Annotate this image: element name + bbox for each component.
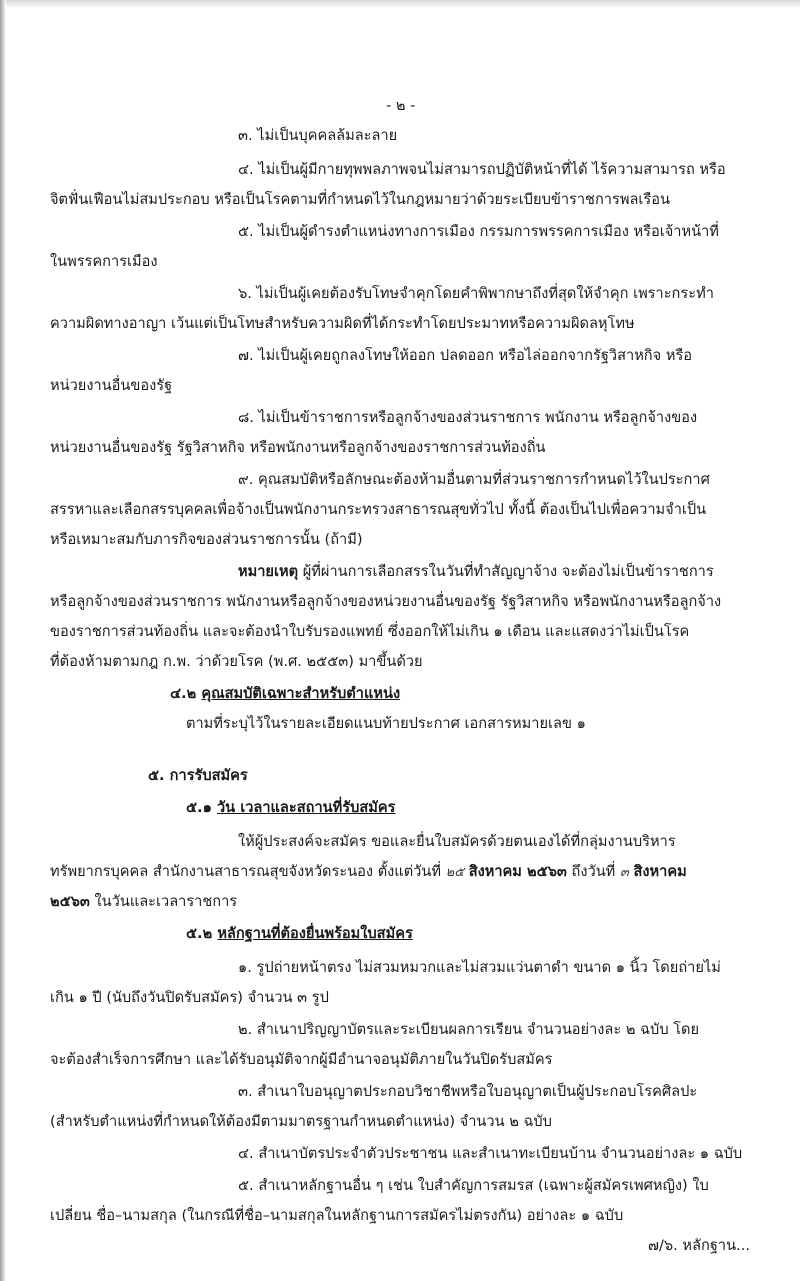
item-5: ๕. ไม่เป็นผู้ดำรงตำแหน่งทางการเมือง กรรมการพรรคการเมือง หรือเจ้าหน้าที่ (238, 223, 719, 240)
section-5-heading: ๕. การรับสมัคร (148, 767, 248, 784)
end-year: ๒๕๖๓ (50, 893, 90, 910)
scan-left-edge (0, 0, 6, 1281)
note-label: หมายเหตุ (238, 563, 299, 580)
doc-item-4: ๔. สำเนาบัตรประจำตัวประชาชน และสำเนาทะเบียนบ้าน จำนวนอย่างละ ๑ ฉบับ (238, 1145, 743, 1162)
section-5-1-dates (50, 862, 687, 883)
handwritten-start-day: ๒๕ (445, 865, 465, 880)
doc-item-3: ๓. สำเนาใบอนุญาตประกอบวิชาชีพหรือใบอนุญาตเป็นผู้ประกอบโรคศิลปะ (238, 1083, 698, 1100)
item-4-cont: จิตฟั่นเฟือนไม่สมประกอบ หรือเป็นโรคตามที่กำหนดไว้ในกฎหมายว่าด้วยระเบียบข้าราชการพลเรือน (50, 191, 670, 208)
handwritten-end-day: ๓ (619, 865, 629, 880)
doc-item-1-cont: เกิน ๑ ปี (นับถึงวันปิดรับสมัคร) จำนวน ๓ รูป (50, 989, 329, 1006)
section-5-1-dates-cont (50, 892, 237, 912)
page-number: - ๒ - (386, 97, 416, 114)
doc-item-5-cont: เปลี่ยน ชื่อ–นามสกุล (ในกรณีที่ชื่อ–นามสกุลในหลักฐานการสมัครไม่ตรงกัน) อย่างละ ๑ ฉบับ (50, 1207, 624, 1224)
item-7: ๗. ไม่เป็นผู้เคยถูกลงโทษให้ออก ปลดออก หรือไล่ออกจากรัฐวิสาหกิจ หรือ (238, 347, 693, 364)
section-4-2-number: ๔.๒ (170, 685, 197, 702)
doc-item-1: ๑. รูปถ่ายหน้าตรง ไม่สวมหมวกและไม่สวมแว่นตาดำ ขนาด ๑ นิ้ว โดยถ่ายไม่ (238, 959, 721, 976)
item-6: ๖. ไม่เป็นผู้เคยต้องรับโทษจำคุกโดยคำพิพากษาถึงที่สุดให้จำคุก เพราะกระทำ (238, 285, 714, 302)
section-5-2-number: ๕.๒ (186, 925, 213, 942)
note-cont-2: ของราชการส่วนท้องถิ่น และจะต้องนำใบรับรองแพทย์ ซึ่งออกให้ไม่เกิน ๑ เดือน และแสดงว่าไม่เป็นโรค (50, 623, 690, 640)
section-5-1-title: วัน เวลาและสถานที่รับสมัคร (216, 799, 396, 816)
item-7-cont: หน่วยงานอื่นของรัฐ (50, 377, 173, 394)
section-5-1-number: ๕.๑ (186, 799, 212, 816)
doc-item-5: ๕. สำเนาหลักฐานอื่น ๆ เช่น ใบสำคัญการสมรส (เฉพาะผู้สมัครเพศหญิง) ใบ (238, 1177, 709, 1194)
doc-item-3-cont: (สำหรับตำแหน่งที่กำหนดให้ต้องมีตามมาตรฐานกำหนดตำแหน่ง) จำนวน ๒ ฉบับ (50, 1113, 552, 1130)
item-6-cont: ความผิดทางอาญา เว้นแต่เป็นโทษสำหรับความผิดที่ได้กระทำโดยประมาทหรือความผิดลหุโทษ (50, 315, 635, 332)
note-cont-3: ที่ต้องห้ามตามกฎ ก.พ. ว่าด้วยโรค (พ.ศ. ๒๕๕๓) มาขึ้นด้วย (50, 653, 423, 670)
section-4-2-heading (170, 684, 400, 704)
dates-to: ถึงวันที่ (571, 863, 616, 880)
doc-item-2-cont: จะต้องสำเร็จการศึกษา และได้รับอนุมัติจากผู้มีอำนาจอนุมัติภายในวันปิดรับสมัคร (50, 1051, 553, 1068)
section-4-2-text: ตามที่ระบุไว้ในรายละเอียดแนบท้ายประกาศ เอกสารหมายเลข ๑ (186, 715, 586, 732)
office-hours: ในวันและเวลาราชการ (94, 893, 238, 910)
item-9: ๙. คุณสมบัติหรือลักษณะต้องห้ามอื่นตามที่ส่วนราชการกำหนดไว้ในประกาศ (238, 471, 710, 488)
item-3: ๓. ไม่เป็นบุคคลล้มละลาย (238, 127, 398, 144)
item-8: ๘. ไม่เป็นข้าราชการหรือลูกจ้างของส่วนราชการ พนักงาน หรือลูกจ้างของ (238, 409, 698, 426)
doc-item-2: ๒. สำเนาปริญญาบัตรและระเบียนผลการเรียน จำนวนอย่างละ ๒ ฉบับ โดย (238, 1021, 700, 1038)
start-month-year: สิงหาคม ๒๕๖๓ (468, 863, 567, 880)
section-5-1-text: ให้ผู้ประสงค์จะสมัคร ขอและยื่นใบสมัครด้วยตนเองได้ที่กลุ่มงานบริหาร (238, 833, 676, 850)
section-5-2-title: หลักฐานที่ต้องยื่นพร้อมใบสมัคร (217, 925, 413, 942)
section-5-1-heading (186, 798, 395, 818)
item-9-cont: สรรหาและเลือกสรรบุคคลเพื่อจ้างเป็นพนักงานกระทรวงสาธารณสุขทั่วไป ทั้งนี้ ต้องเป็นไปเพื่อความจำเป็น (50, 501, 707, 518)
item-4: ๔. ไม่เป็นผู้มีกายทุพพลภาพจนไม่สามารถปฏิบัติหน้าที่ได้ ไร้ความสามารถ หรือ (238, 161, 726, 178)
section-5-2-heading (186, 924, 413, 944)
dates-prefix: ทรัพยากรบุคคล สำนักงานสาธารณสุขจังหวัดระนอง ตั้งแต่วันที่ (50, 863, 441, 880)
continuation-footer: ๗/๖. หลักฐาน... (648, 1237, 750, 1254)
note-line (238, 562, 714, 582)
scan-top-shadow (0, 0, 800, 8)
item-9-cont2: หรือเหมาะสมกับภารกิจของส่วนราชการนั้น (ถ้ามี) (50, 531, 363, 548)
item-5-cont: ในพรรคการเมือง (50, 253, 158, 270)
item-8-cont: หน่วยงานอื่นของรัฐ รัฐวิสาหกิจ หรือพนักงานหรือลูกจ้างของราชการส่วนท้องถิ่น (50, 439, 546, 456)
section-4-2-title: คุณสมบัติเฉพาะสำหรับตำแหน่ง (201, 685, 401, 702)
end-month: สิงหาคม (633, 863, 687, 880)
note-cont-1: หรือลูกจ้างของส่วนราชการ พนักงานหรือลูกจ้างของหน่วยงานอื่นของรัฐ รัฐวิสาหกิจ หรือพนักงานหรือลูกจ้าง (50, 593, 722, 610)
note-text: ผู้ที่ผ่านการเลือกสรรในวันที่ทำสัญญาจ้าง จะต้องไม่เป็นข้าราชการ (298, 563, 714, 580)
